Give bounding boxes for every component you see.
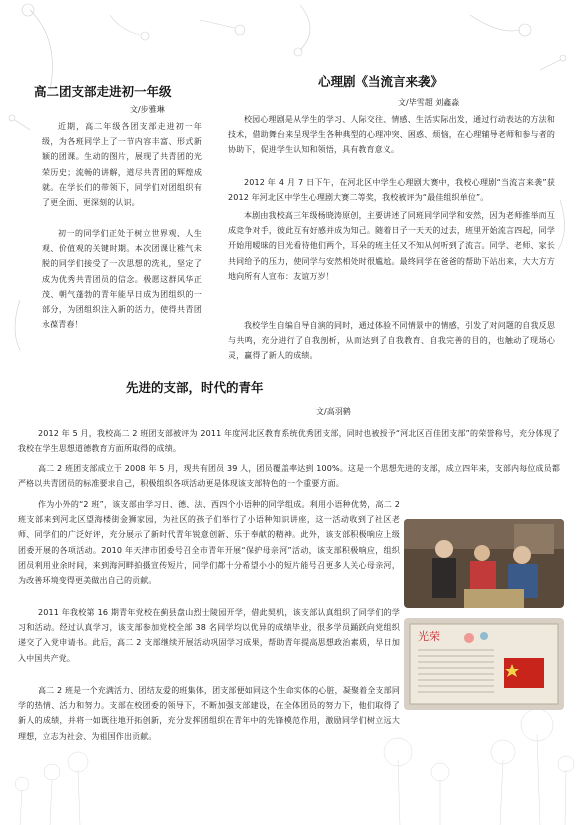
poster-banner-text: 光荣 [418, 630, 440, 643]
poster-photo [404, 618, 564, 710]
article1-paragraph-1: 近期，高二年级各团支部走进初一年级，为各班同学上了一节内容丰富、形式新颖的团课。生动的图片，展现了共青团的光荣历史；流畅的讲解，道尽共青团的辉煌成就。在学长们的带领下，同学们对团组织有了更全面、更深刻的认识。 [42, 122, 202, 208]
article2-paragraph-3: 本剧由我校高三年级杨晓涛原创，主要讲述了同班同学同学和安然，因为老师推举而互成竞争对手，彼此互有好感并成为知己。随着日子一天天的过去，班里开始流言四起，同学开始用暧昧的目光看待他们两个，耳朵的班主任又不知从何听到了流言。同学、老师、家长共同给予的压力，使同学与安然相处时很尴尬。最终同学在爸爸的帮助下站出来，大大方方地向所有人宣布：友谊万岁！ [228, 211, 555, 281]
article3-paragraph-1: 2012 年 5 月，我校高二 2 班团支部被评为 2011 年度河北区教育系统优秀团支部，同时也被授予“河北区百佳团支部”的荣誉称号，充分体现了我校在学生思想道德教育方面所取得的成绩。 [18, 429, 560, 454]
article3-byline: 文/高羽鹤 [316, 407, 351, 416]
article3-paragraph-5: 高二 2 班是一个充满活力、团结友爱的班集体，团支部便如同这个生命实体的心脏，凝聚着全支部同学的热情、活力和努力。支部在校团委的领导下，不断加强支部建设，在全体团员的努力下，他们取得了新人的成绩，并将一如既往地开拓创新，充分发挥团组织在青年中的先锋模范作用，激励同学们树立远大理想，立志为社会、为祖国作出贡献。 [18, 686, 400, 741]
article3-title: 先进的支部，时代的青年 [126, 380, 264, 395]
activity-photo [404, 519, 564, 608]
article2-byline: 文/毕雪超 刘鑫淼 [398, 98, 460, 107]
article2-title: 心理剧《当流言来袭》 [318, 74, 444, 89]
article1-title: 高二团支部走进初一年级 [34, 84, 172, 99]
article1-paragraph-2: 初一的同学们正处于树立世界观、人生观、价值观的关键时期。本次团课让稚气未脱的同学们接受了一次思想的洗礼，坚定了成为优秀共青团员的信念。极愿这群风华正茂、朝气蓬勃的青年能早日成为团组织的一部分，为团组织注入新的活力，使得共青团永葆青春！ [42, 229, 202, 330]
article1-byline: 文/步雅琳 [130, 105, 165, 114]
article3-paragraph-4: 2011 年我校第 16 期青年党校在蓟县盘山烈士陵园开学，借此契机，该支部认真组织了同学们的学习和活动。经过认真学习，该支部参加党校全部 38 名同学均以优异的成绩毕业，很多学员踊跃向党组织递交了入党申请书。此后，高二 2 支部继续开展活动巩固学习成果，帮助青年提高思想政治素质，早日加入中国共产党。 [18, 608, 400, 663]
article3-paragraph-2: 高二 2 班团支部成立于 2008 年 5 月，现共有团员 39 人，团员覆盖率达到 100%。这是一个思想先进的支部，成立四年来，支部内每位成员都严格以共青团员的标准要求自己，积极组织各项活动更是体现该支部特色的一个重要方面。 [18, 464, 560, 489]
article2-paragraph-2: 2012 年 4 月 7 日下午，在河北区中学生心理剧大赛中，我校心理剧“当流言来袭”获 2012 年河北区中学生心理剧大赛二等奖，我校被评为“最佳组织单位”。 [228, 178, 555, 203]
article2-paragraph-4: 我校学生自编自导自演的同时，通过体验不同情景中的情感，引发了对问题的自我反思与共鸣，充分进行了自我剖析，从而达到了自我教育、自我完善的目的，也触动了现场心灵，赢得了新人的成绩。 [228, 321, 555, 361]
article3-paragraph-3: 作为小外的“2 班”，该支部由学习日、德、法、西四个小语种的同学组成。利用小语种优势，高二 2 班支部来到河北区望海楼街金狮家园，为社区的孩子们举行了小语种知识讲座，这一活动收到了社区老师、同学们的广泛好评，充分展示了新时代青年锐意创新、乐于奉献的精神。此外，该支部积极响应上级团委开展的各项活动。2010 年天津市团委号召全市青年开展“保护母亲河”活动，该支部积极响应，组织团员利用业余时间，来到海河畔拍摄宣传短片，同学们都十分希望小小的短片能号召更多人关心母亲河，为改善环境变得更美做出自己的贡献。 [18, 500, 400, 586]
article2-paragraph-1: 校园心理剧是从学生的学习、人际交往、情感、生活实际出发，通过行动表达的方法和技术，借助舞台来呈现学生各种典型的心理冲突、困惑、烦恼，在心理辅导老师和参与者的协助下，促进学生认知和领悟，具有教育意义。 [228, 115, 555, 155]
